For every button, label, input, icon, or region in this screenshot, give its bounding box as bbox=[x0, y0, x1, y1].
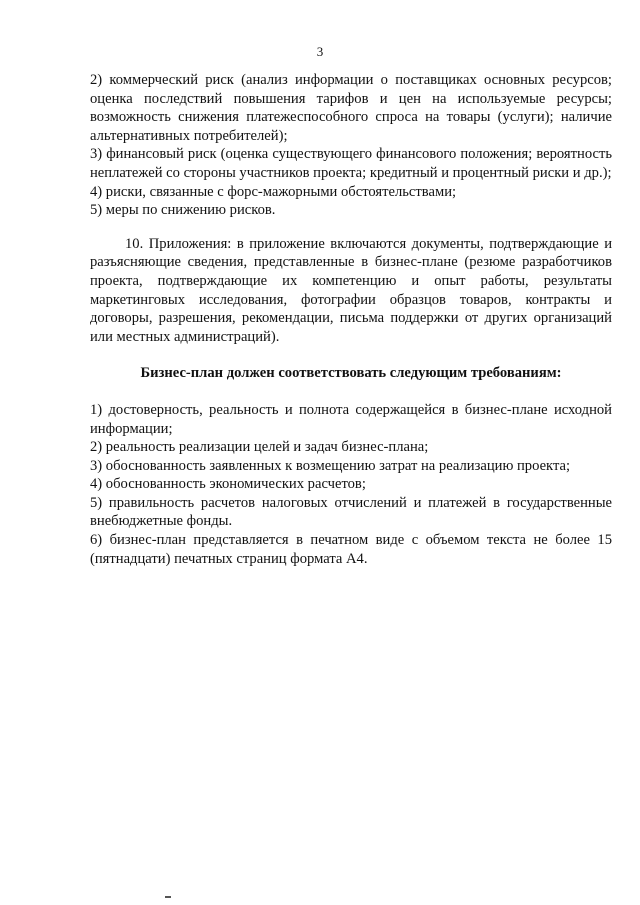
requirement-item: 6) бизнес-план представляется в печатном виде с объемом текста не более 15 (пятнадцати) печатных страниц формата А4. bbox=[90, 532, 612, 567]
risk-item: 4) риски, связанные с форс-мажорными обстоятельствами; bbox=[90, 183, 457, 200]
scan-artifact bbox=[165, 896, 171, 898]
risk-item: 3) финансовый риск (оценка существующего финансового положения; вероятность неплатежей со стороны участников проекта; кредитный и процентный риски и др.); bbox=[90, 146, 612, 181]
requirement-item: 4) обоснованность экономических расчетов; bbox=[90, 476, 366, 493]
requirement-item: 5) правильность расчетов налоговых отчислений и платежей в государственные внебюджетные фонды. bbox=[90, 494, 612, 530]
requirement-item: 3) обоснованность заявленных к возмещению затрат на реализацию проекта; bbox=[90, 457, 571, 474]
appendix-paragraph: 10. Приложения: в приложение включаются документы, подтверждающие и разъясняющие сведения, представленные в бизнес-плане (резюме разработчиков проекта, подтверждающие их компетенцию и опыт работы, результаты маркетинговых исследования, фотографии образцов товаров, контракты и договоры, разрешения, рекомендации, письма поддержки от других организаций или местных администраций). bbox=[90, 235, 612, 345]
page-content bbox=[90, 71, 612, 568]
risk-item: 2) коммерческий риск (анализ информации о поставщиках основных ресурсов; оценка последствий повышения тарифов и цен на используемые ресурсы; возможность снижения платежеспособного спроса на товары (услуги); наличие альтернативных потребителей); bbox=[90, 72, 612, 144]
risk-item: 5) меры по снижению рисков. bbox=[90, 202, 276, 219]
requirements-heading: Бизнес-план должен соответствовать следующим требованиям: bbox=[140, 365, 562, 382]
requirement-item: 2) реальность реализации целей и задач бизнес-плана; bbox=[90, 439, 429, 456]
requirement-item: 1) достоверность, реальность и полнота содержащейся в бизнес-плане исходной информации; bbox=[90, 401, 612, 437]
page-number: 3 bbox=[316, 44, 324, 59]
